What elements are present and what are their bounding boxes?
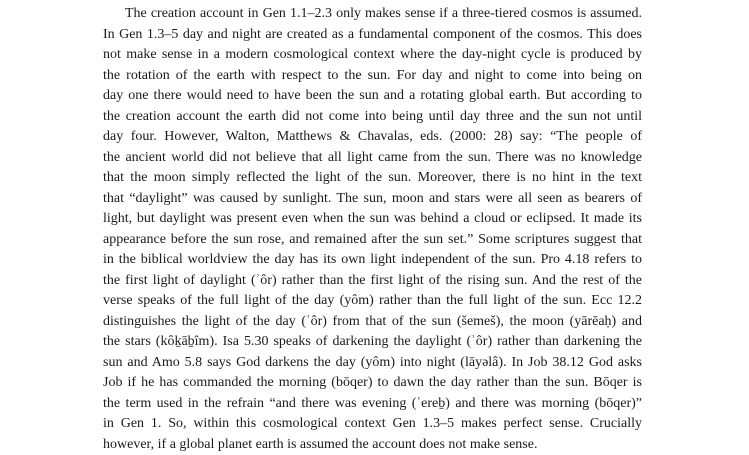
text-line: in Gen 1. So, within this cosmological context Gen 1.3–5 makes perfect sense. Crucially	[103, 414, 642, 435]
text-line: the rotation of the earth with respect to the sun. For day and night to come into being on	[103, 66, 642, 87]
text-line: the term used in the refrain “and there was evening (ʿereḇ) and there was morning (bōqer)”	[103, 394, 642, 415]
text-line: verse speaks of the full light of the day (yôm) rather than the full light of the sun. Ecc 12.2	[103, 291, 642, 312]
text-line: light, but daylight was present even when the sun was behind a cloud or eclipsed. It made its	[103, 209, 642, 230]
text-line: Job if he has commanded the morning (bōqer) to dawn the day rather than the sun. Bōqer is	[103, 373, 642, 394]
text-line: the stars (kôḵāḇîm). Isa 5.30 speaks of darkening the daylight (ʾôr) rather than darkening the	[103, 332, 642, 353]
text-line: In Gen 1.3–5 day and night are created as a fundamental component of the cosmos. This does	[103, 25, 642, 46]
text-line: that “daylight” was caused by sunlight. The sun, moon and stars were all seen as bearers of	[103, 189, 642, 210]
text-line: the ancient world did not believe that all light came from the sun. There was no knowledge	[103, 148, 642, 169]
text-line: however, if a global planet earth is assumed the account does not make sense.	[103, 435, 642, 455]
text-line: appearance before the sun rose, and remained after the sun set.” Some scriptures suggest that	[103, 230, 642, 251]
text-line: distinguishes the light of the day (ʾôr) from that of the sun (šemeš), the moon (yārēaḥ) and	[103, 312, 642, 333]
text-line: the creation account the earth did not come into being until day three and the sun not until	[103, 107, 642, 128]
text-line: not make sense in a modern cosmological context where the day-night cycle is produced by	[103, 45, 642, 66]
paragraph	[103, 4, 642, 455]
text-line: that the moon simply reflected the light of the sun. Moreover, there is no hint in the text	[103, 168, 642, 189]
text-line: day four. However, Walton, Matthews & Chavalas, eds. (2000: 28) say: “The people of	[103, 127, 642, 148]
text-line: the first light of daylight (ʾôr) rather than the first light of the rising sun. And the rest of the	[103, 271, 642, 292]
text-line: sun and Amo 5.8 says God darkens the day (yôm) into night (lāyəlâ). In Job 38.12 God asks	[103, 353, 642, 374]
text-line: in the biblical worldview the day has its own light independent of the sun. Pro 4.18 refers to	[103, 250, 642, 271]
text-line: day one there would need to have been the sun and a rotating global earth. But according to	[103, 86, 642, 107]
text-line: The creation account in Gen 1.1–2.3 only makes sense if a three-tiered cosmos is assumed.	[103, 4, 642, 25]
